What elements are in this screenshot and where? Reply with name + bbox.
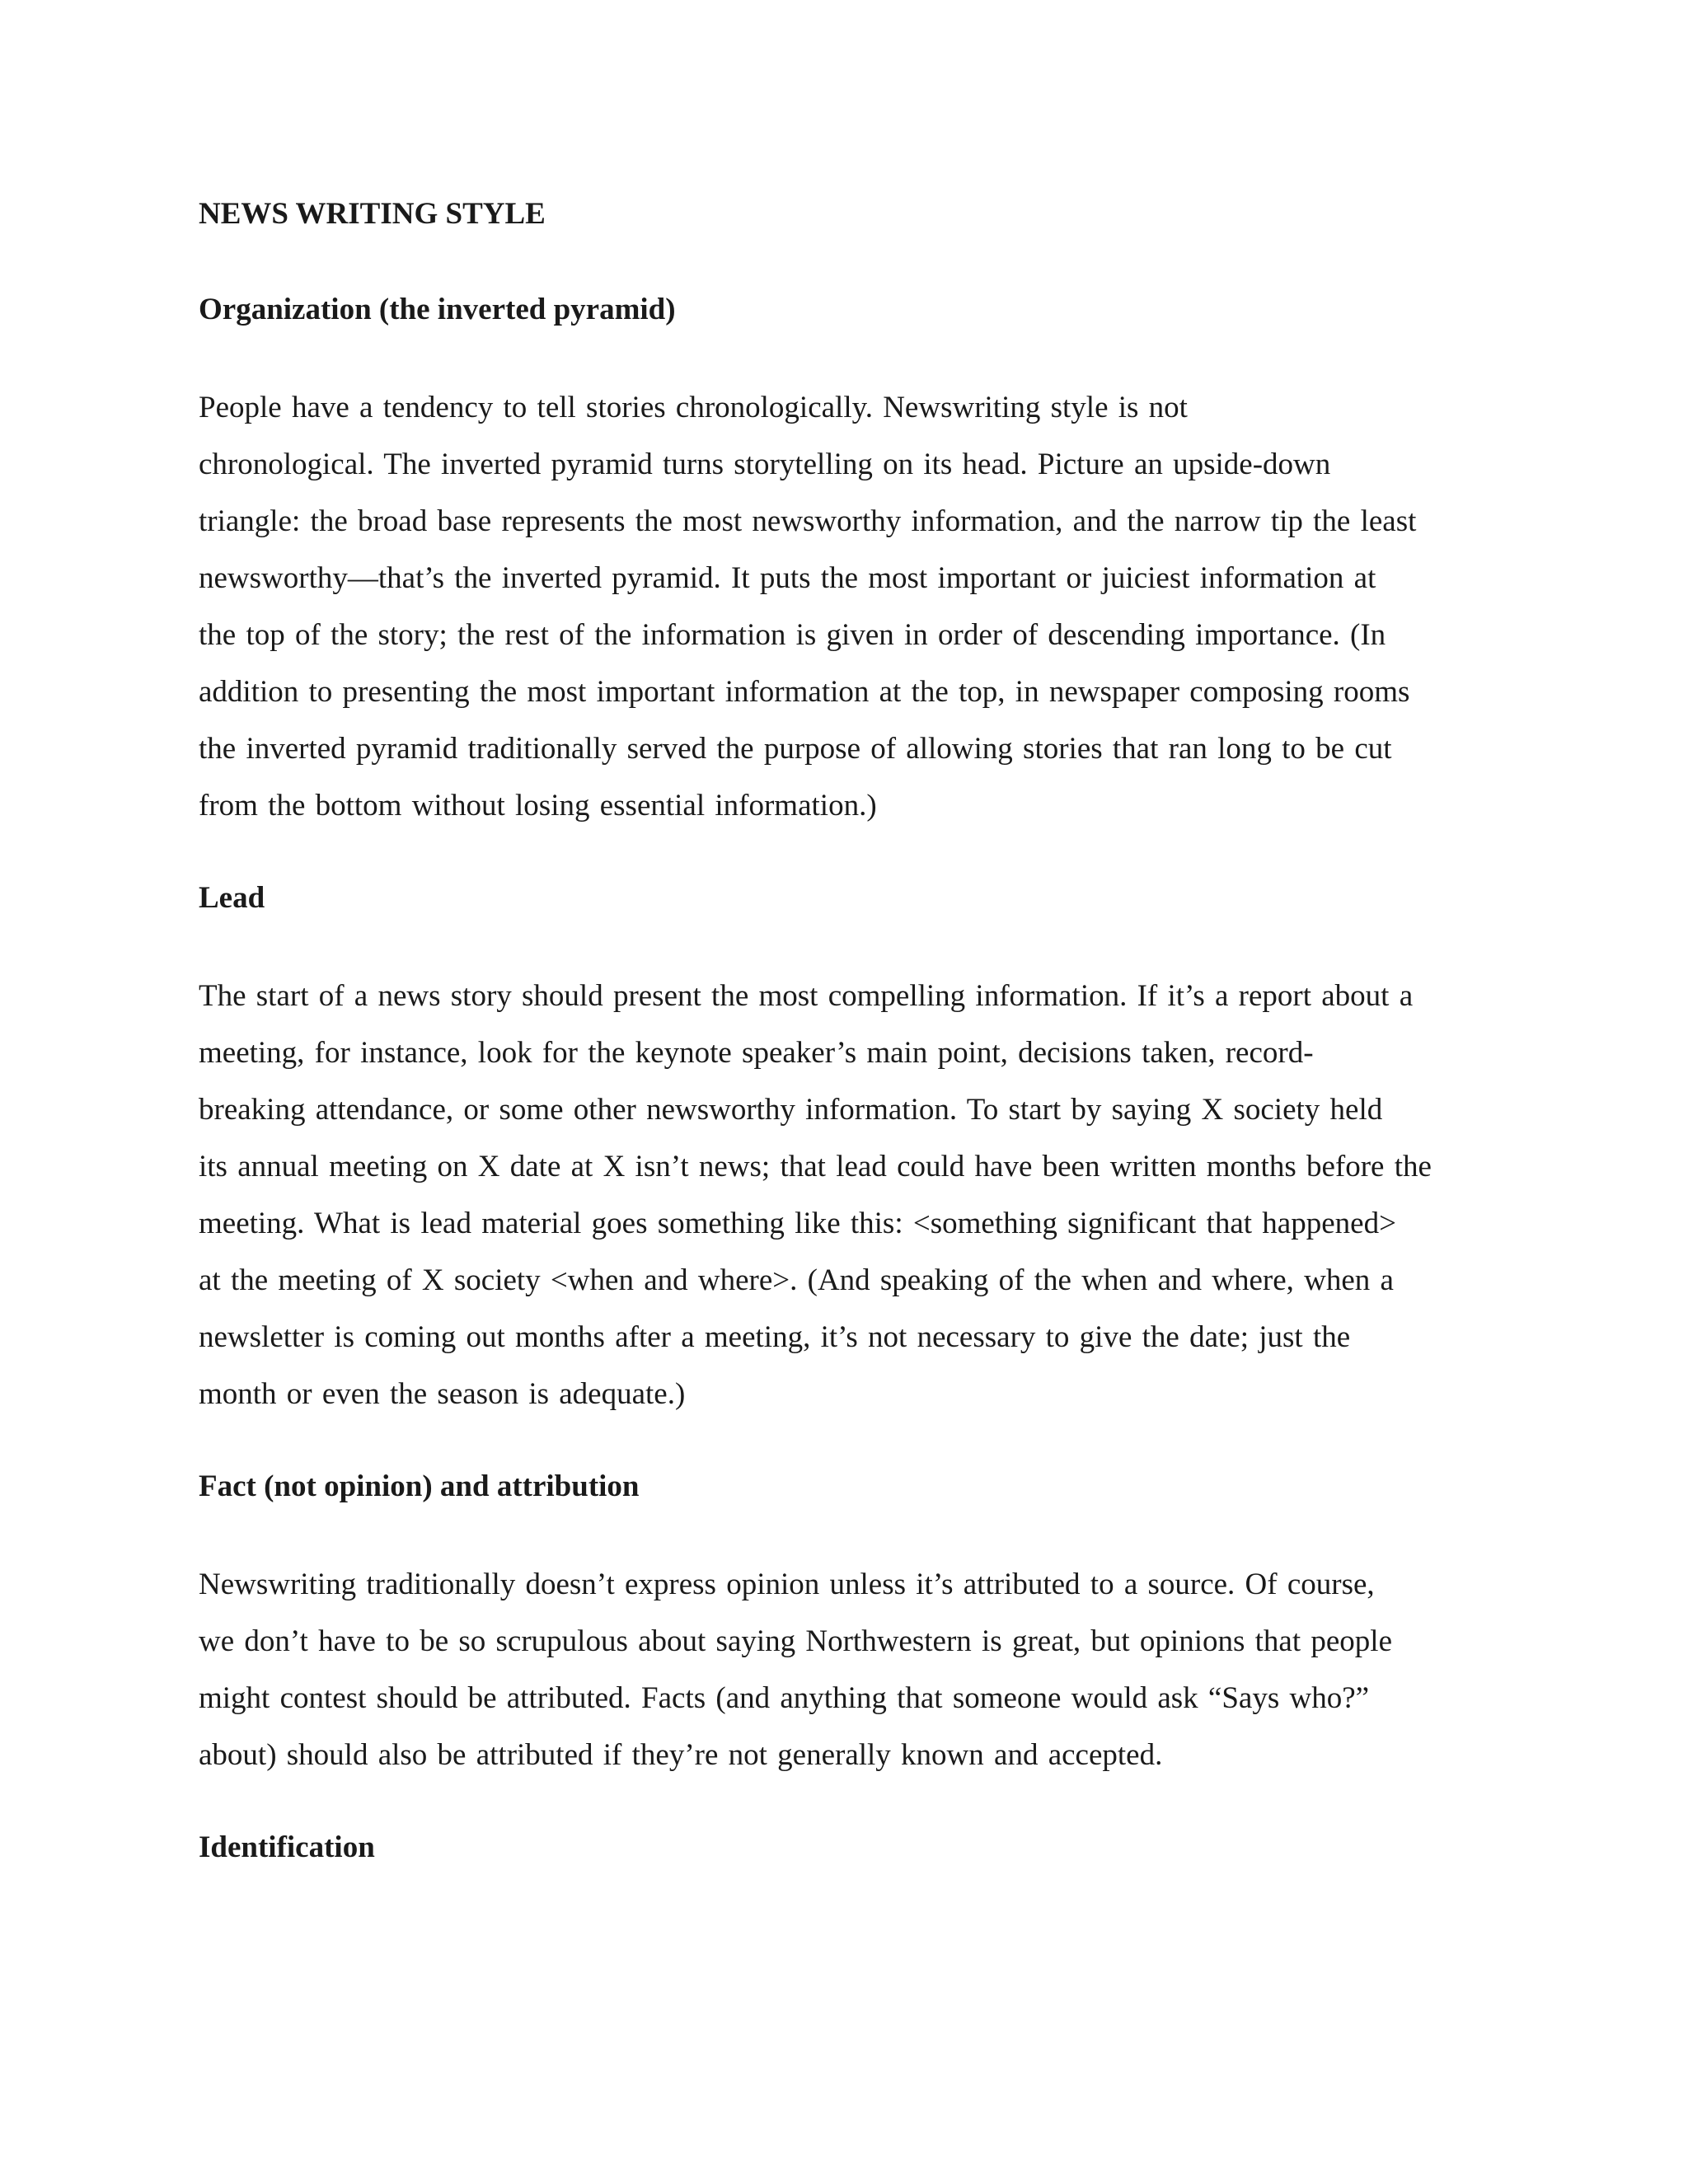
paragraph-lead: [199, 968, 1501, 1422]
paragraph-line: triangle: the broad base represents the most newsworthy information, and the narrow tip the least: [199, 504, 1417, 538]
paragraph-line: People have a tendency to tell stories chronologically. Newswriting style is not: [199, 391, 1188, 424]
section-heading-identification: Identification: [199, 1830, 375, 1864]
paragraph-line: chronological. The inverted pyramid turns storytelling on its head. Picture an upside-down: [199, 448, 1331, 481]
paragraph-line: we don’t have to be so scrupulous about saying Northwestern is great, but opinions that people: [199, 1624, 1393, 1658]
paragraph-line: month or even the season is adequate.): [199, 1377, 686, 1411]
paragraph-line: meeting, for instance, look for the keynote speaker’s main point, decisions taken, record-: [199, 1036, 1314, 1070]
paragraph-line: about) should also be attributed if they’re not generally known and accepted.: [199, 1738, 1163, 1772]
section-heading-organization: Organization (the inverted pyramid): [199, 293, 676, 326]
document-title: NEWS WRITING STYLE: [199, 197, 546, 231]
section-heading-fact-attribution: Fact (not opinion) and attribution: [199, 1469, 640, 1503]
document-body: [199, 188, 1501, 1917]
paragraph-fact-attribution: [199, 1556, 1501, 1783]
paragraph-line: from the bottom without losing essential information.): [199, 789, 877, 823]
paragraph-line: The start of a news story should present the most compelling information. If it’s a report about a: [199, 979, 1414, 1013]
paragraph-line: Newswriting traditionally doesn’t express opinion unless it’s attributed to a source. Of course,: [199, 1568, 1375, 1601]
paragraph-line: might contest should be attributed. Facts (and anything that someone would ask “Says who?”: [199, 1681, 1370, 1715]
paragraph-line: its annual meeting on X date at X isn’t news; that lead could have been written months before the: [199, 1150, 1432, 1183]
section-heading-lead: Lead: [199, 881, 265, 915]
paragraph-line: the top of the story; the rest of the information is given in order of descending importance. (In: [199, 618, 1386, 652]
paragraph-line: at the meeting of X society <when and where>. (And speaking of the when and where, when a: [199, 1263, 1394, 1297]
paragraph-organization: [199, 379, 1501, 834]
paragraph-line: newsletter is coming out months after a meeting, it’s not necessary to give the date; just the: [199, 1320, 1351, 1354]
paragraph-line: breaking attendance, or some other newsworthy information. To start by saying X society held: [199, 1093, 1383, 1127]
paragraph-line: meeting. What is lead material goes something like this: <something significant that happened>: [199, 1207, 1396, 1240]
paragraph-line: the inverted pyramid traditionally served the purpose of allowing stories that ran long to be cut: [199, 732, 1392, 766]
paragraph-line: addition to presenting the most important information at the top, in newspaper composing rooms: [199, 675, 1410, 709]
paragraph-line: newsworthy—that’s the inverted pyramid. It puts the most important or juiciest information at: [199, 561, 1376, 595]
